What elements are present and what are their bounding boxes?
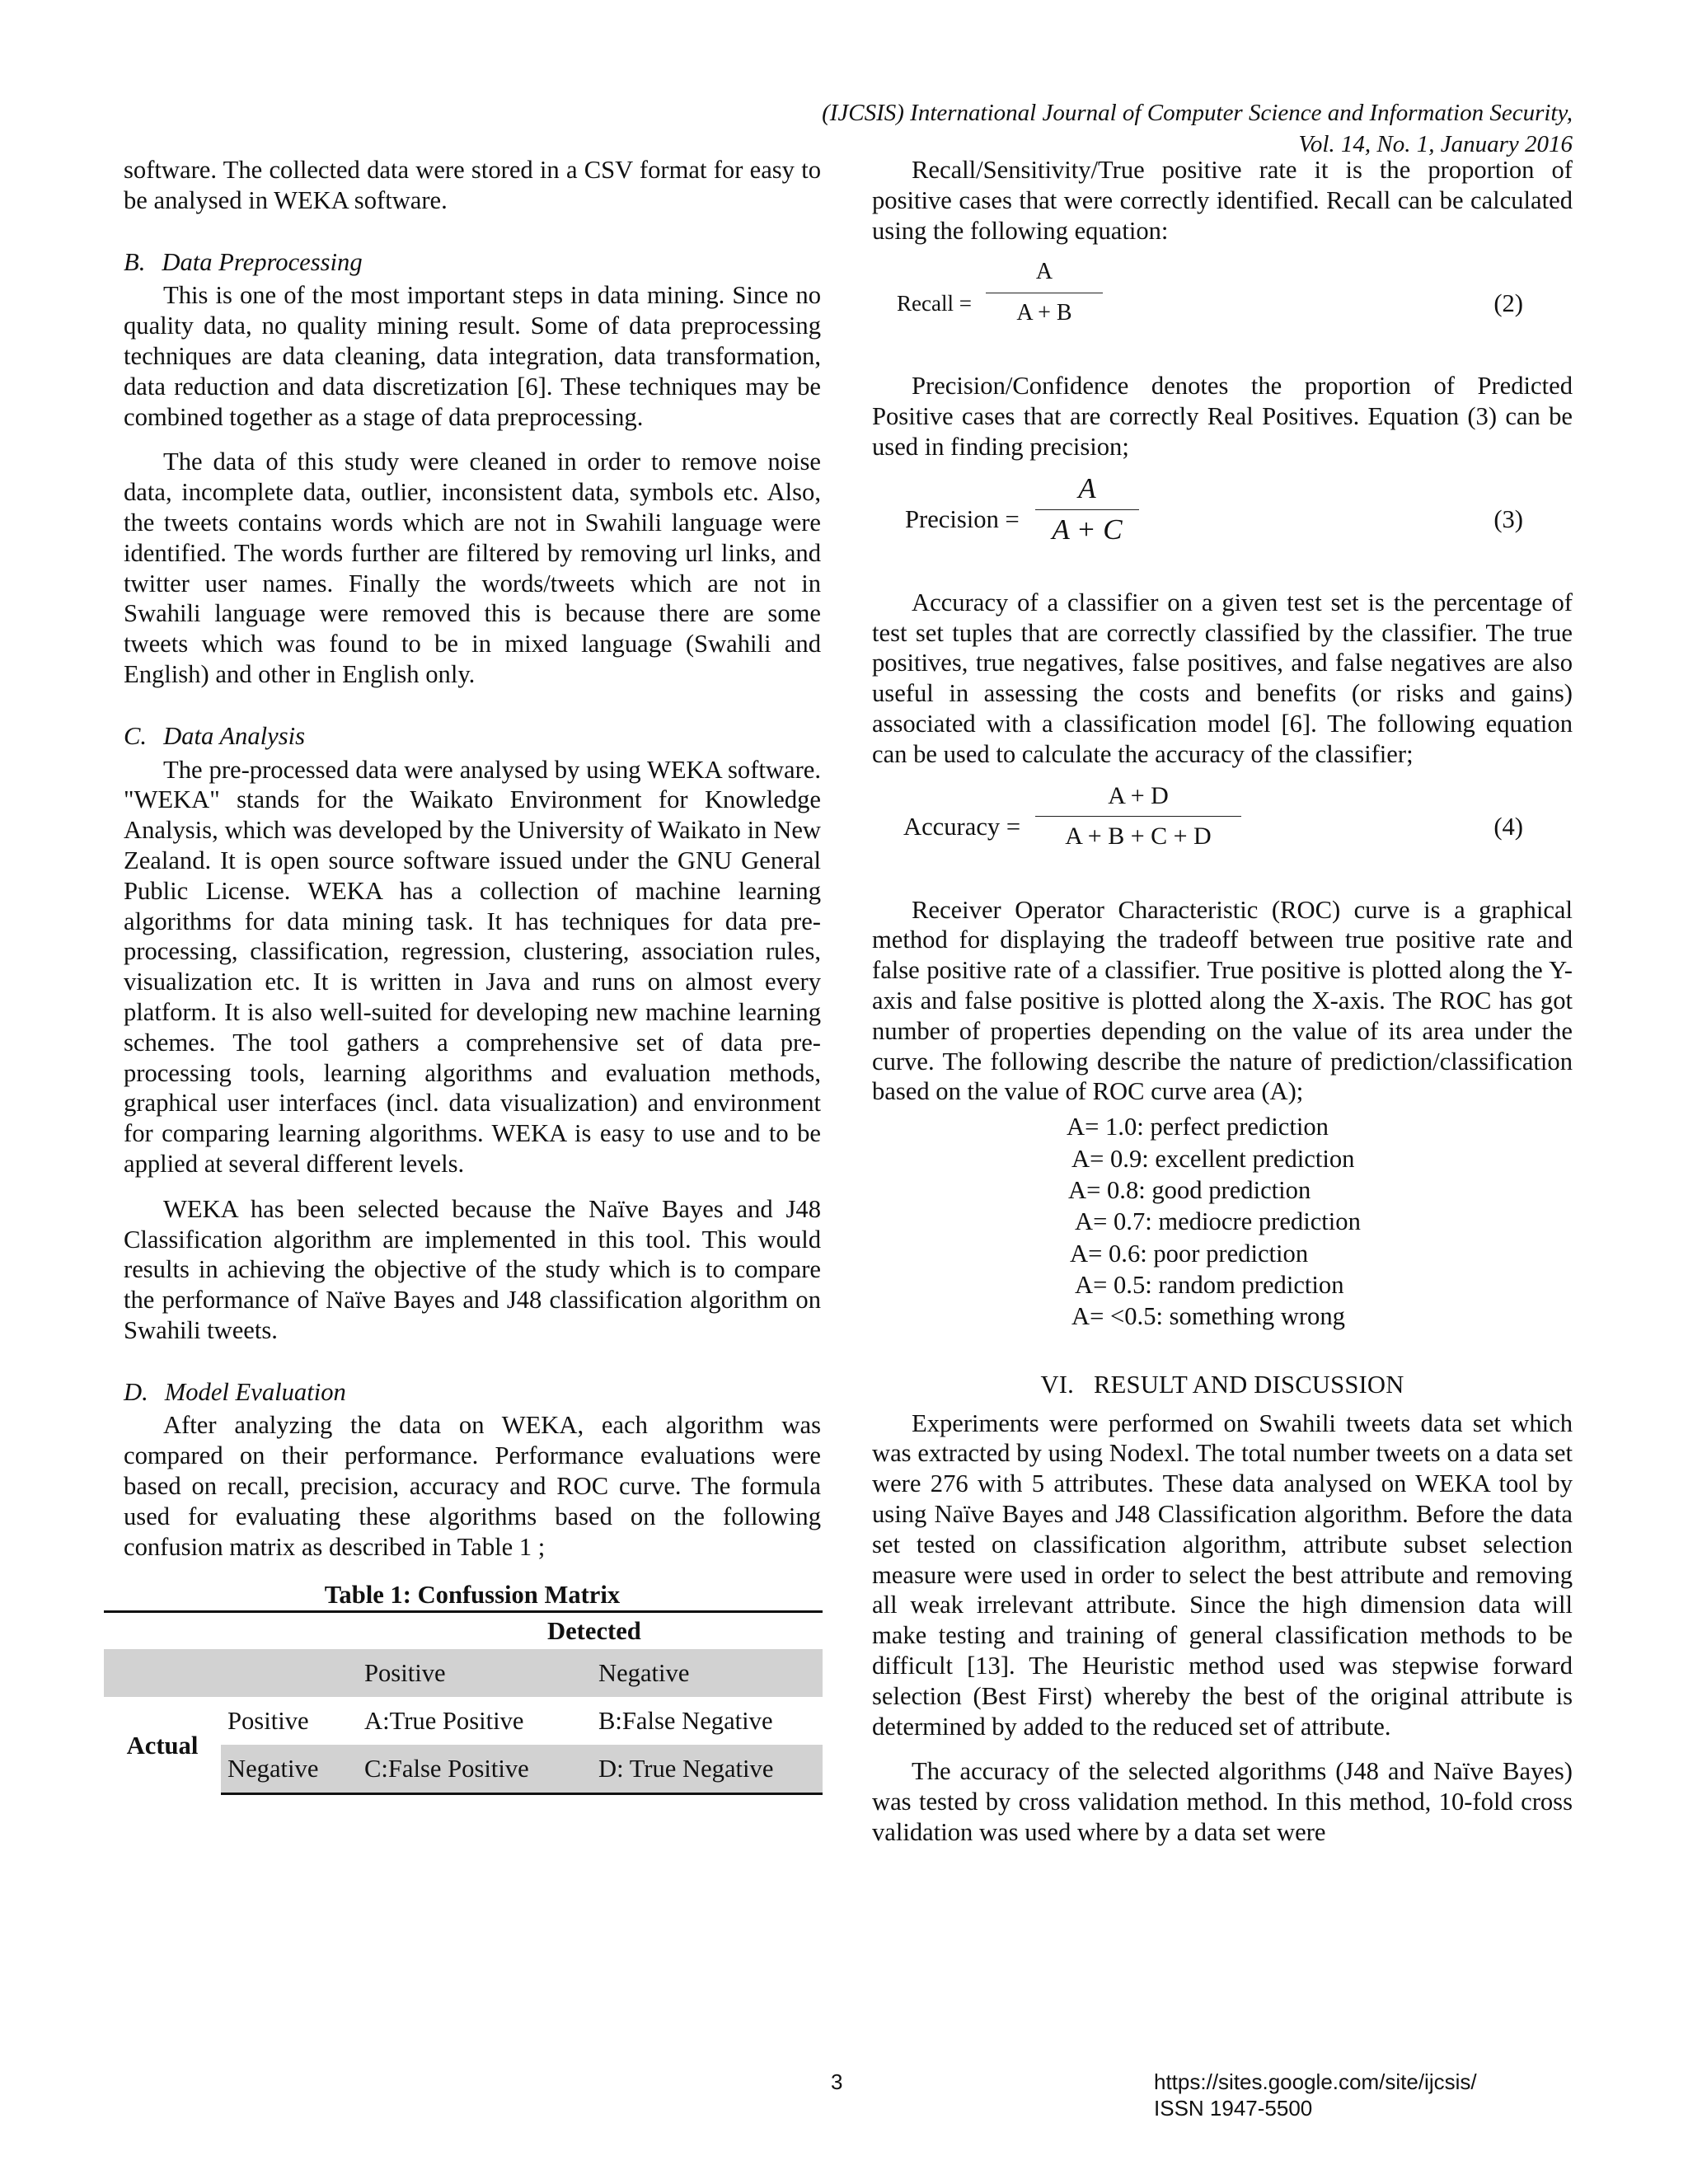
footer-info bbox=[1154, 2069, 1477, 2121]
denominator: A + C bbox=[1052, 513, 1123, 546]
section-title: Model Evaluation bbox=[164, 1377, 346, 1406]
table-header-detected: Detected bbox=[358, 1612, 823, 1650]
row-header-positive: Positive bbox=[227, 1706, 309, 1735]
table-caption: Table 1: Confussion Matrix bbox=[324, 1581, 621, 1610]
left-column bbox=[124, 155, 821, 1795]
paragraph-recall: Recall/Sensitivity/True positive rate it is the proportion of positive cases that were correctly identified. Recall can be calculated using the following equation: bbox=[872, 156, 1573, 245]
paragraph-roc: Receiver Operator Characteristic (ROC) curve is a graphical method for displaying the tradeoff between true positive rate and false positive rate of a classifier. True positive is plotted along the Y-axis and false positive is plotted along the X-axis. The ROC has got number of properties depending on the value of its area under the curve. The following describe the nature of prediction/classification based on the value of ROC curve area (A); bbox=[872, 895, 1573, 1106]
section-number: C. bbox=[124, 721, 148, 750]
row-header-actual: Actual bbox=[126, 1731, 199, 1760]
table-row bbox=[104, 1649, 823, 1697]
section-title: RESULT AND DISCUSSION bbox=[1094, 1370, 1404, 1399]
paragraph-evaluation: After analyzing the data on WEKA, each algorithm was compared on their performance. Performance evaluations were based on recall, precision, accuracy and ROC curve. The formula used for evaluating these algorithms based on the following confusion matrix as described in Table 1 ; bbox=[124, 1411, 821, 1561]
paragraph-results-2: The accuracy of the selected algorithms (J48 and Naïve Bayes) was tested by cross validation method. In this method, 10-fold cross validation was used where by a data set were bbox=[872, 1757, 1573, 1847]
footer-issn: ISSN 1947-5500 bbox=[1154, 2096, 1313, 2121]
section-number: B. bbox=[124, 247, 146, 276]
equation-accuracy bbox=[872, 781, 1573, 874]
column-header-positive: Positive bbox=[364, 1658, 446, 1687]
fraction bbox=[1035, 781, 1241, 853]
fraction-bar bbox=[1035, 509, 1139, 510]
right-column bbox=[872, 155, 1573, 1848]
footer-url: https://sites.google.com/site/ijcsis/ bbox=[1154, 2069, 1477, 2094]
table-row bbox=[104, 1697, 823, 1745]
table-cell: D: True Negative bbox=[592, 1745, 823, 1794]
fraction-bar bbox=[1035, 816, 1241, 817]
running-header bbox=[666, 97, 1573, 160]
section-number: VI. bbox=[1040, 1370, 1074, 1399]
section-number: D. bbox=[124, 1377, 148, 1406]
paragraph-preprocessing-1: This is one of the most important steps in data mining. Since no quality data, no quality mining result. Some of data preprocessing techniques are data cleaning, data integration, data transformation, data reduction and data discretization [6]. These techniques may be combined together as a stage of data preprocessing. bbox=[124, 281, 821, 431]
table-cell: C:False Positive bbox=[358, 1745, 592, 1794]
paragraph-analysis-2: WEKA has been selected because the Naïve Bayes and J48 Classification algorithm are implemented in this tool. This would results in achieving the objective of the study which is to compare the performance of Naïve Bayes and J48 classification algorithm on Swahili tweets. bbox=[124, 1194, 821, 1344]
equation-number: (3) bbox=[1493, 505, 1523, 534]
confusion-matrix-table bbox=[104, 1610, 823, 1795]
paragraph-precision: Precision/Confidence denotes the proportion of Predicted Positive cases that are correctly Real Positives. Equation (3) can be used in finding precision; bbox=[872, 372, 1573, 461]
paragraph-analysis-1: The pre-processed data were analysed by using WEKA software. "WEKA" stands for the Waikato Environment for Knowledge Analysis, which was developed by the University of Waikato in New Zealand. It is open source software issued under the GNU General Public License. WEKA has a collection of machine learning algorithms for data mining task. It has techniques for data pre-processing, classification, regression, clustering, association rules, visualization etc. It is written in Java and runs on almost every platform. It is also well-suited for developing new machine learning schemes. The tool gathers a comprehensive set of data pre-processing tools, learning algorithms and evaluation methods, graphical user interfaces (incl. data visualization) and environment for comparing learning algorithms. WEKA is easy to use and to be applied at several different levels. bbox=[124, 755, 821, 1178]
denominator: A + B bbox=[1016, 300, 1072, 326]
section-heading-b bbox=[124, 247, 821, 278]
numerator: A bbox=[1035, 259, 1053, 285]
section-title: Data Analysis bbox=[163, 721, 306, 750]
fraction bbox=[1035, 471, 1139, 546]
equation-recall bbox=[872, 257, 1573, 349]
list-item: A= <0.5: something wrong bbox=[1071, 1302, 1345, 1331]
list-item: A= 0.6: poor prediction bbox=[1070, 1239, 1309, 1268]
equation-number: (2) bbox=[1493, 288, 1523, 317]
column-header-negative: Negative bbox=[598, 1658, 690, 1687]
section-heading-vi bbox=[872, 1370, 1573, 1400]
fraction bbox=[986, 257, 1103, 329]
journal-volume: Vol. 14, No. 1, January 2016 bbox=[1298, 131, 1573, 157]
equation-lhs: Precision = bbox=[905, 505, 1020, 534]
paragraph-preprocessing-2: The data of this study were cleaned in order to remove noise data, incomplete data, outlier, inconsistent data, symbols etc. Also, the tweets contains words which are not in Swahili language were identified. The words further are filtered by removing url links, and twitter user names. Finally the words/tweets which are not in Swahili language were removed this is because there are some tweets which was found to be in mixed language (Swahili and English) and other in English only. bbox=[124, 448, 821, 688]
equation-lhs: Recall = bbox=[897, 290, 972, 316]
section-heading-d bbox=[124, 1377, 821, 1408]
page-number: 3 bbox=[831, 2069, 843, 2094]
equation-precision bbox=[872, 471, 1573, 566]
section-heading-c bbox=[124, 721, 821, 752]
journal-name: (IJCSIS) International Journal of Computer Science and Information Security, bbox=[822, 100, 1573, 126]
numerator: A bbox=[1078, 471, 1096, 504]
paragraph-intro: software. The collected data were stored in a CSV format for easy to be analysed in WEKA software. bbox=[124, 156, 821, 214]
list-item: A= 1.0: perfect prediction bbox=[1067, 1113, 1329, 1141]
table-cell: B:False Negative bbox=[598, 1706, 773, 1735]
list-item: A= 0.7: mediocre prediction bbox=[1075, 1207, 1361, 1236]
table-cell: A:True Positive bbox=[364, 1706, 524, 1735]
table-row bbox=[104, 1612, 823, 1650]
list-item: A= 0.5: random prediction bbox=[1075, 1271, 1344, 1300]
paragraph-results-1: Experiments were performed on Swahili tweets data set which was extracted by using Nodexl. The total number tweets on a data set were 276 with 5 attributes. These data analysed on WEKA tool by using Naïve Bayes and J48 Classification algorithm. Before the data set tested on classification algorithm, attribute subset selection measure were used in order to select the best attribute and removing all weak irrelevant attribute. Since the high dimension data will make testing and training of general classification methods to be difficult [13]. The Heuristic method used was stepwise forward selection (Best First) whereby the best of the original attribute is determined by added to the reduced set of attribute. bbox=[872, 1408, 1573, 1741]
section-title: Data Preprocessing bbox=[162, 247, 363, 276]
paragraph-accuracy: Accuracy of a classifier on a given test set is the percentage of test set tuples that are correctly classified by the classifier. The true positives, true negatives, false positives, and false negatives are also useful in assessing the costs and benefits (or risks and gains) associated with a classification model [6]. The following equation can be used to calculate the accuracy of the classifier; bbox=[872, 588, 1573, 768]
list-item: A= 0.9: excellent prediction bbox=[1071, 1144, 1355, 1173]
equation-lhs: Accuracy = bbox=[903, 813, 1021, 841]
roc-area-list bbox=[872, 1112, 1573, 1333]
denominator: A + B + C + D bbox=[1065, 823, 1212, 851]
numerator: A + D bbox=[1108, 781, 1169, 809]
row-header-negative: Negative bbox=[221, 1745, 358, 1794]
list-item: A= 0.8: good prediction bbox=[1068, 1175, 1311, 1204]
equation-number: (4) bbox=[1493, 813, 1523, 841]
